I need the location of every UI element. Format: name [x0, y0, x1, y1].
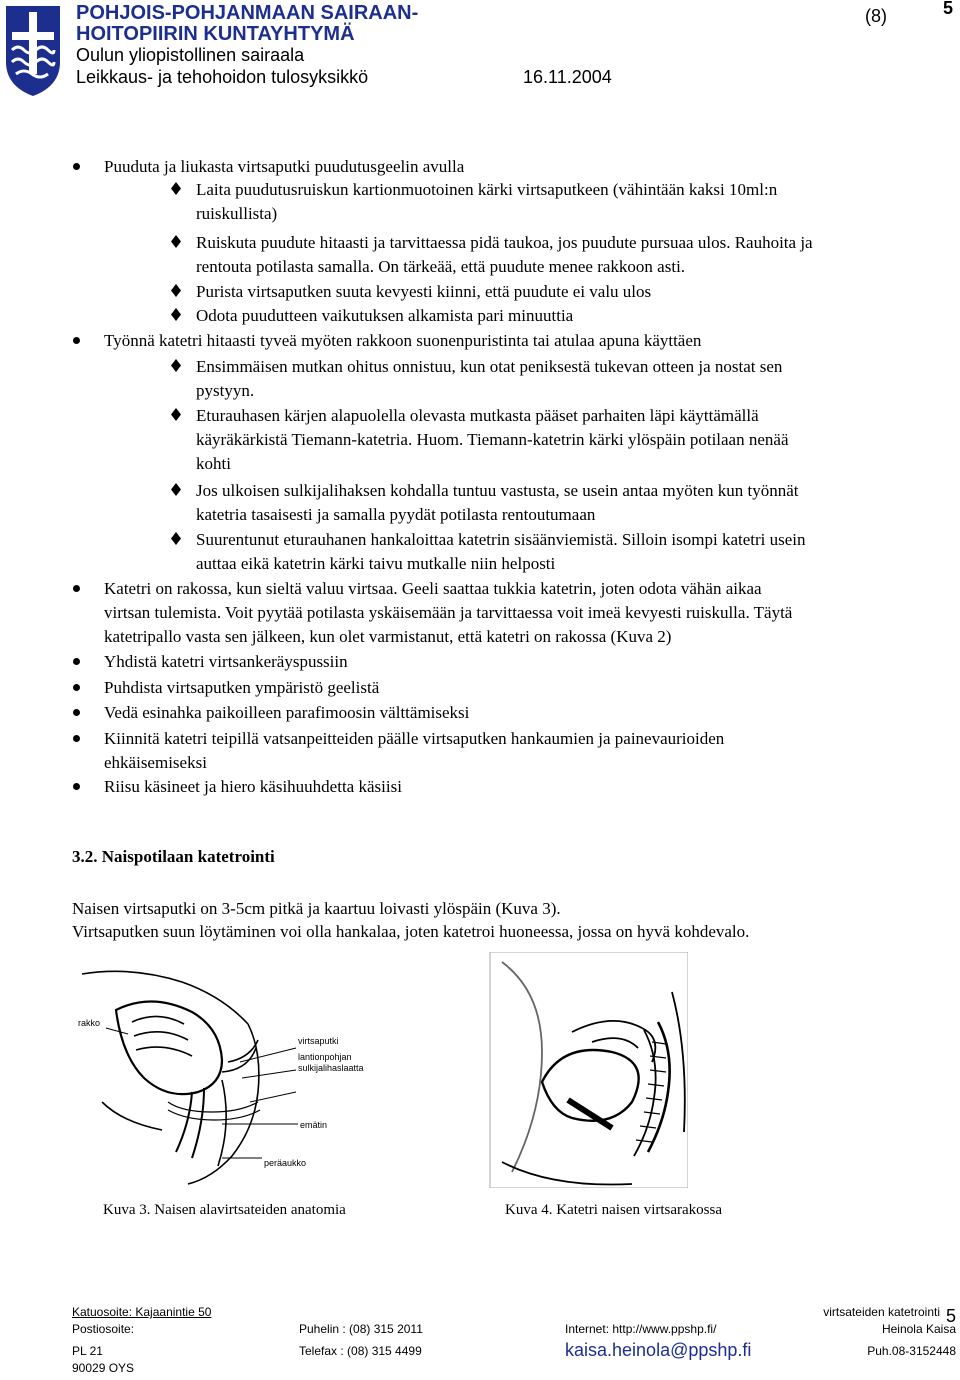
sub-list-item: Odota puudutteen vaikutuksen alkamista pari minuuttia — [196, 306, 574, 325]
footer-internet[interactable]: Internet: http://www.ppshp.fi/ — [565, 1322, 717, 1336]
sub-list-item-continued: katetria tasaisesti ja samalla pyydät potilasta rentoutumaan — [196, 505, 596, 524]
footer-po-box: PL 21 — [72, 1344, 103, 1358]
document-date: 16.11.2004 — [523, 67, 612, 87]
bullet-dot — [73, 735, 80, 742]
unit-name: Leikkaus- ja tehohoidon tulosyksikkö — [76, 67, 369, 87]
leader-lines — [106, 1028, 298, 1158]
sub-list-item: Jos ulkoisen sulkijalihaksen kohdalla tuntuu vastusta, se usein antaa myöten kun työnnät — [196, 481, 799, 500]
label-lantionpohjan: lantionpohjan — [298, 1052, 352, 1062]
footer-email-link[interactable]: kaisa.heinola@ppshp.fi — [565, 1340, 752, 1360]
label-virtsaputki: virtsaputki — [298, 1036, 339, 1046]
female-pelvis-anatomy-drawing — [82, 971, 260, 1184]
paragraph: Naisen virtsaputki on 3-5cm pitkä ja kaartuu loivasti ylöspäin (Kuva 3). — [72, 899, 561, 918]
page-count: (8) — [865, 6, 887, 26]
bullet-dot — [73, 709, 80, 716]
label-ematin: emätin — [300, 1120, 328, 1130]
diamond-bullet-icon — [171, 483, 181, 496]
label-sulkijalihaslaatta: sulkijalihaslaatta — [298, 1063, 364, 1073]
sub-list-item: Eturauhasen kärjen alapuolella olevasta mutkasta pääset parhaiten läpi käyttämällä — [196, 406, 759, 425]
figure-caption-3: Kuva 3. Naisen alavirtsateiden anatomia — [103, 1202, 346, 1218]
sub-list-item: Ensimmäisen mutkan ohitus onnistuu, kun otat peniksestä tukevan otteen ja nostat sen — [196, 357, 783, 376]
sub-list-item-continued: rentouta potilasta samalla. On tärkeää, että puudute menee rakkoon asti. — [196, 257, 686, 276]
list-item: Työnnä katetri hitaasti tyveä myöten rakkoon suonenpuristinta tai atulaa apuna käyttäen — [104, 331, 702, 350]
list-item-continued: katetripallo vasta sen jälkeen, kun olet varmistanut, että katetri on rakossa (Kuva 2) — [104, 627, 672, 646]
catheter-icon — [568, 1100, 612, 1128]
sub-list-item-continued: pystyyn. — [196, 381, 255, 400]
sub-list-item-continued: käyräkärkistä Tiemann-katetria. Huom. Tiemann-katetrin kärki ylöspäin potilaan nenää — [196, 430, 789, 449]
label-rakko: rakko — [78, 1018, 101, 1028]
anatomy-figures — [72, 952, 688, 1188]
hospital-name: Oulun yliopistollinen sairaala — [76, 45, 305, 65]
diamond-bullet-icon — [171, 532, 181, 545]
list-item: Riisu käsineet ja hiero käsihuuhdetta käsiisi — [104, 777, 402, 796]
list-item: Kiinnitä katetri teipillä vatsanpeitteiden päälle virtsaputken hankaumien ja painevaurioiden — [104, 729, 725, 748]
footer-zip: 90029 OYS — [72, 1361, 135, 1375]
list-item-continued: virtsan tulemista. Voit pyytää potilasta yskäisemään ja tarvittaessa voit imeä kevyesti ruiskulla. Täytä — [104, 603, 793, 622]
diamond-bullet-icon — [171, 182, 181, 195]
label-peraaukko: peräaukko — [264, 1158, 307, 1168]
diamond-bullet-icon — [171, 235, 181, 248]
sub-list-item: Purista virtsaputken suuta kevyesti kiinni, että puudute ei valu ulos — [196, 282, 652, 301]
diamond-bullet-icon — [171, 284, 181, 297]
footer-phone: Puhelin : (08) 315 2011 — [299, 1322, 423, 1336]
diamond-bullet-icon — [171, 308, 181, 321]
footer-street-address: Katuosoite: Kajaanintie 50 — [72, 1305, 212, 1319]
paragraph: Virtsaputken suun löytäminen voi olla hankalaa, joten katetroi huoneessa, jossa on hyvä kohdevalo. — [72, 922, 750, 941]
organization-name-line2: HOITOPIIRIN KUNTAYHTYMÄ — [76, 23, 355, 45]
hospital-district-logo — [2, 2, 64, 98]
sub-list-item-continued: ruiskullista) — [196, 204, 278, 223]
footer-page-number: 5 — [945, 1306, 956, 1326]
sub-list-item-continued: auttaa eikä katetrin kärki taivu mutkalle niin helposti — [196, 554, 556, 573]
catheter-in-bladder-drawing — [490, 952, 688, 1188]
footer-topic: virtsateiden katetrointi — [823, 1305, 940, 1319]
bullet-dot — [73, 163, 80, 170]
sub-list-item: Suurentunut eturauhanen hankaloittaa katetrin sisäänviemistä. Silloin isompi katetri usein — [196, 530, 806, 549]
bullet-dot — [73, 658, 80, 665]
page-number: 5 — [943, 0, 954, 18]
list-item-continued: ehkäisemiseksi — [104, 753, 207, 772]
footer-author: Heinola Kaisa — [881, 1322, 956, 1336]
organization-name-line1: POHJOIS-POHJANMAAN SAIRAAN- — [76, 2, 419, 24]
list-item: Yhdistä katetri virtsankeräyspussiin — [104, 652, 348, 671]
list-item: Vedä esinahka paikoilleen parafimoosin välttämiseksi — [104, 703, 470, 722]
anatomy-illustration — [72, 952, 688, 1188]
figure-caption-4: Kuva 4. Katetri naisen virtsarakossa — [505, 1202, 723, 1218]
diamond-bullet-icon — [171, 408, 181, 421]
bullet-dot — [73, 684, 80, 691]
list-item: Katetri on rakossa, kun sieltä valuu virtsaa. Geeli saattaa tukkia katetrin, joten odota vähän aikaa — [104, 579, 762, 598]
bullet-dot — [73, 337, 80, 344]
sub-list-item: Ruiskuta puudute hitaasti ja tarvittaessa pidä taukoa, jos puudute pursuaa ulos. Rauhoita ja — [196, 233, 813, 252]
footer-fax: Telefax : (08) 315 4499 — [299, 1344, 422, 1358]
diamond-bullet-icon — [171, 359, 181, 372]
footer-postal-label: Postiosoite: — [72, 1322, 135, 1336]
sub-list-item-continued: kohti — [196, 454, 231, 473]
list-item: Puuduta ja liukasta virtsaputki puudutusgeelin avulla — [104, 157, 465, 176]
bullet-dot — [73, 585, 80, 592]
footer-author-phone: Puh.08-3152448 — [867, 1344, 956, 1358]
bullet-dot — [73, 783, 80, 790]
section-heading: 3.2. Naispotilaan katetrointi — [72, 847, 275, 866]
list-item: Puhdista virtsaputken ympäristö geelistä — [104, 678, 380, 697]
sub-list-item: Laita puudutusruiskun kartionmuotoinen kärki virtsaputkeen (vähintään kaksi 10ml:n — [196, 180, 778, 199]
